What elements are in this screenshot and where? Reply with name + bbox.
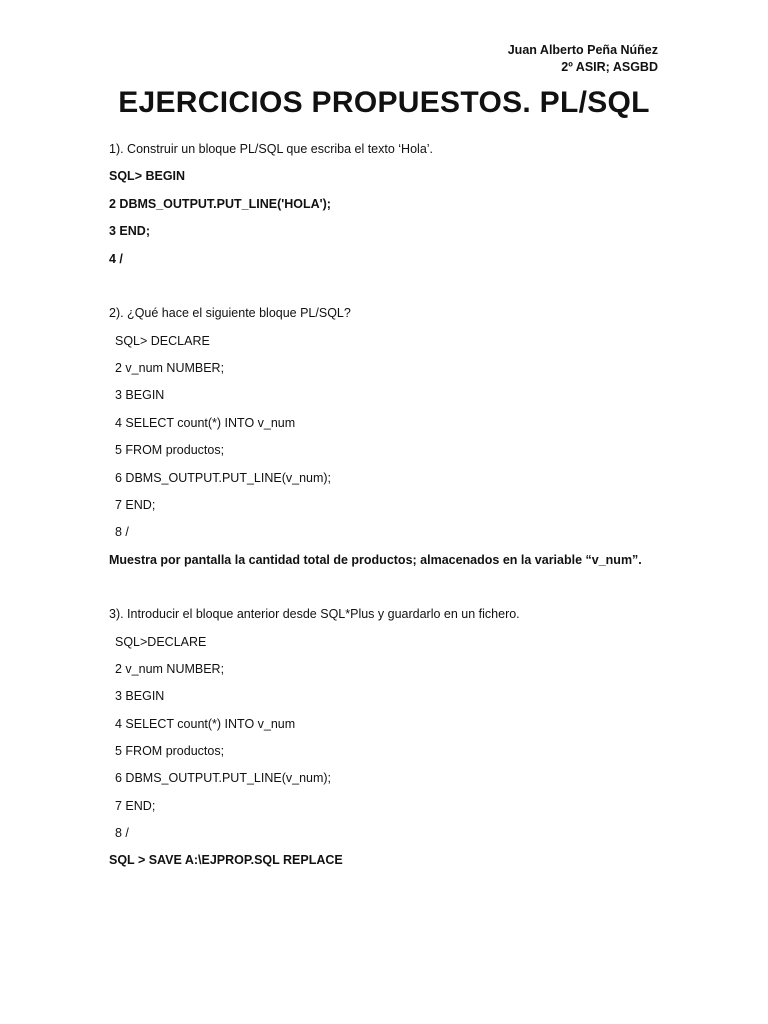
exercise-3-code-line: 2 v_num NUMBER; [115,662,225,676]
exercise-3-answer: SQL > SAVE A:\EJPROP.SQL REPLACE [109,853,343,867]
exercise-1-question: 1). Construir un bloque PL/SQL que escriba el texto ‘Hola’. [109,142,434,156]
exercise-2-code-line: 2 v_num NUMBER; [115,361,225,375]
exercise-1-code-line: 2 DBMS_OUTPUT.PUT_LINE('HOLA'); [109,197,331,211]
exercise-2-answer: Muestra por pantalla la cantidad total de productos; almacenados en la variable “v_num”. [109,553,642,567]
page-title: EJERCICIOS PROPUESTOS. PL/SQL [118,86,650,119]
exercise-3-code-line: 6 DBMS_OUTPUT.PUT_LINE(v_num); [115,771,332,785]
exercise-3-code-line: 8 / [115,826,129,840]
exercise-2-question: 2). ¿Qué hace el siguiente bloque PL/SQL? [109,306,351,320]
exercise-2-code-line: 3 BEGIN [115,388,165,402]
exercise-2-code-line: SQL> DECLARE [115,334,210,348]
exercise-3-code-line: 4 SELECT count(*) INTO v_num [115,717,296,731]
exercise-2-code-line: 5 FROM productos; [115,443,225,457]
exercise-2-code-line: 7 END; [115,498,156,512]
course-label: 2º ASIR; ASGBD [561,60,658,74]
exercise-2-code-line: 6 DBMS_OUTPUT.PUT_LINE(v_num); [115,471,332,485]
exercise-3-code-line: 5 FROM productos; [115,744,225,758]
exercise-3-code-line: 3 BEGIN [115,689,165,703]
exercise-3-question: 3). Introducir el bloque anterior desde SQL*Plus y guardarlo en un fichero. [109,607,520,621]
exercise-3-code-line: SQL>DECLARE [115,635,207,649]
exercise-2-code-line: 8 / [115,525,129,539]
exercise-2-code-line: 4 SELECT count(*) INTO v_num [115,416,296,430]
exercise-3-code-line: 7 END; [115,799,156,813]
exercise-1-code-line: 3 END; [109,224,150,238]
author-header [508,42,658,76]
exercise-1-code-line: 4 / [109,252,123,266]
exercise-1-code-line: SQL> BEGIN [109,169,186,183]
author-name: Juan Alberto Peña Núñez [507,43,658,57]
